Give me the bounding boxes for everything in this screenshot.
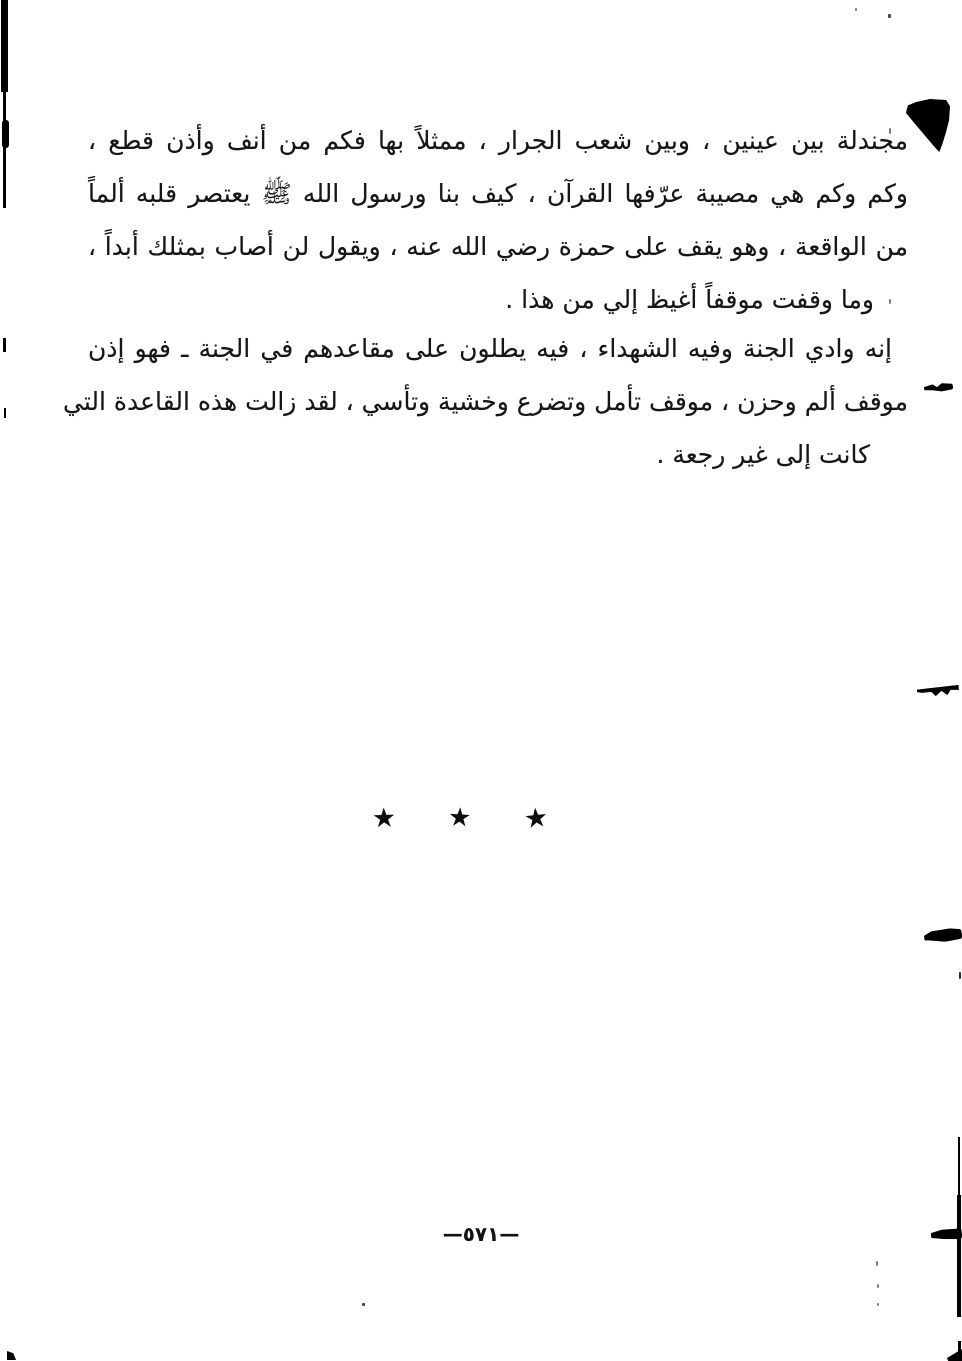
- scan-artifact-left-tick: [3, 338, 6, 352]
- scan-artifact-dash: [924, 927, 962, 943]
- section-divider-stars: [372, 803, 548, 834]
- scan-artifact-left-line: [3, 88, 6, 208]
- text-line: وكم وكم هي مصيبة عرّفها القرآن ، كيف بنا ورسول الله ﷺ يعتصر قلبه ألماً: [88, 179, 908, 208]
- text-line: وما وقفت موقفاً أغيظ إلي من هذا .: [505, 285, 874, 314]
- scan-speck: [876, 1261, 878, 1266]
- text-line: مجندلة بين عينين ، وبين شعب الجرار ، ممثلاً بها فكم من أنف وأذن قطع ،: [88, 126, 908, 155]
- scan-artifact-bottom-left: [7, 1351, 16, 1360]
- scan-artifact-dash: [917, 685, 959, 697]
- star-icon: ★: [522, 801, 550, 836]
- star-icon: ★: [447, 802, 473, 834]
- text-line: كانت إلى غير رجعة .: [656, 440, 870, 469]
- scan-artifact-right-line: [957, 1195, 961, 1317]
- scan-artifact-left-tick: [4, 408, 6, 418]
- scan-speck: [888, 14, 891, 18]
- scan-speck: [855, 8, 857, 11]
- paragraph-2: [63, 322, 908, 481]
- scan-speck: [362, 1303, 365, 1306]
- scan-artifact-bottom-right: [947, 1349, 962, 1361]
- scan-artifact-right-line: [958, 1137, 960, 1197]
- text-line: من الواقعة ، وهو يقف على حمزة رضي الله عنه ، ويقول لن أصاب بمثلك أبداً ،: [88, 232, 908, 261]
- star-icon: ★: [371, 802, 397, 835]
- scan-speck: [877, 1303, 879, 1306]
- text-line: إنه وادي الجنة وفيه الشهداء ، فيه يطلون على مقاعدهم في الجنة ـ فهو إذن: [88, 334, 892, 363]
- scan-speck: [877, 1284, 879, 1288]
- scan-artifact-top-right-blob: [903, 99, 952, 152]
- page-number: —٥٧١—: [442, 1222, 520, 1246]
- scan-artifact-left-blob: [2, 120, 9, 148]
- text-line: موقف ألم وحزن ، موقف تأمل وتضرع وخشية وتأسي ، لقد زالت هذه القاعدة التي: [63, 387, 908, 416]
- paragraph-1: [88, 114, 908, 326]
- scan-speck: [959, 972, 961, 979]
- scan-artifact-dash: [924, 382, 954, 393]
- scan-artifact-left-bar: [1, 0, 8, 92]
